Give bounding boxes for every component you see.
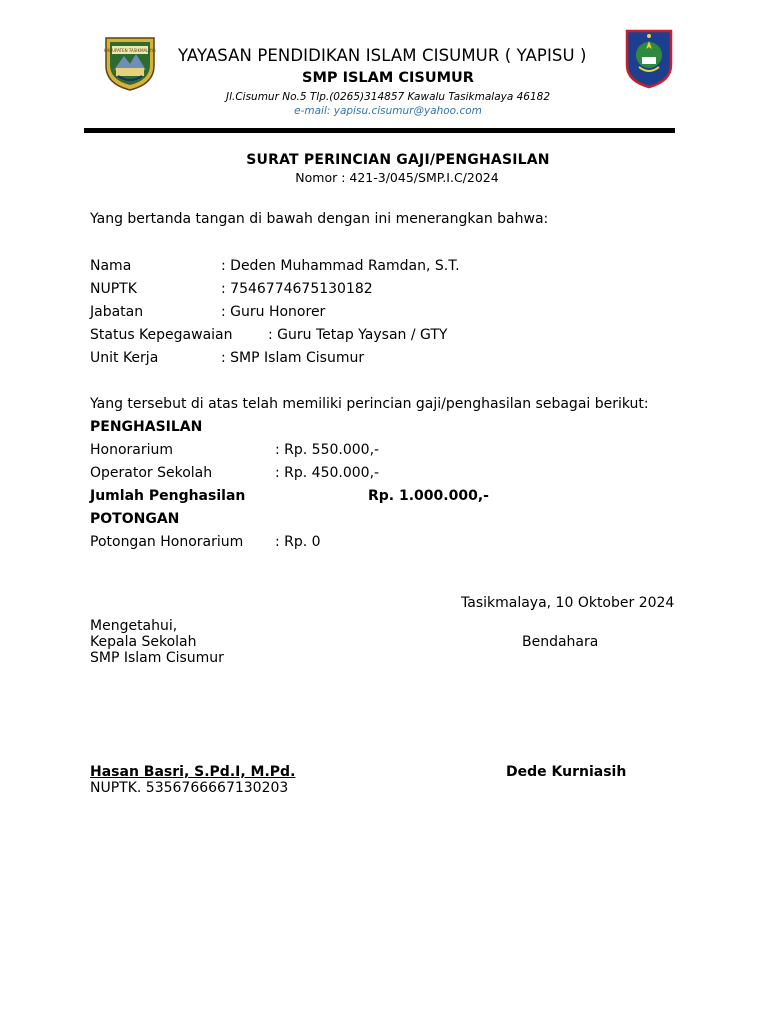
acknowledged-label: Mengetahui,	[90, 618, 178, 634]
income-label-honorarium: Honorarium	[90, 442, 174, 458]
identity-label-nuptk: NUPTK	[90, 281, 137, 297]
income-total-label: Jumlah Penghasilan	[90, 488, 246, 504]
treasurer-title: Bendahara	[522, 634, 599, 650]
income-label-operator: Operator Sekolah	[90, 465, 213, 481]
treasurer-name: Dede Kurniasih	[506, 764, 627, 780]
identity-value-nuptk: : 7546774675130182	[221, 281, 373, 297]
principal-unit: SMP Islam Cisumur	[90, 650, 224, 666]
deduction-label-honorarium: Potongan Honorarium	[90, 534, 244, 550]
identity-value-status: : Guru Tetap Yaysan / GTY	[268, 327, 448, 343]
identity-value-unit: : SMP Islam Cisumur	[221, 350, 365, 366]
letter-title: SURAT PERINCIAN GAJI/PENGHASILAN	[246, 152, 550, 168]
identity-value-name: : Deden Muhammad Ramdan, S.T.	[221, 258, 460, 274]
identity-value-position: : Guru Honorer	[221, 304, 326, 320]
place-date: Tasikmalaya, 10 Oktober 2024	[461, 595, 675, 611]
identity-label-position: Jabatan	[90, 304, 144, 320]
deductions-heading: POTONGAN	[90, 511, 180, 527]
principal-name: Hasan Basri, S.Pd.I, M.Pd.	[90, 764, 296, 780]
income-total-value: Rp. 1.000.000,-	[368, 488, 489, 504]
letter-intro: Yang bertanda tangan di bawah dengan ini menerangkan bahwa:	[90, 211, 549, 227]
school-address: Jl.Cisumur No.5 Tlp.(0265)314857 Kawalu Tasikmalaya 46182	[225, 91, 551, 103]
income-heading: PENGHASILAN	[90, 419, 203, 435]
deduction-value-honorarium: : Rp. 0	[275, 534, 321, 550]
details-intro: Yang tersebut di atas telah memiliki perincian gaji/penghasilan sebagai berikut:	[90, 396, 649, 412]
income-value-operator: : Rp. 450.000,-	[275, 465, 380, 481]
organization-name: YAYASAN PENDIDIKAN ISLAM CISUMUR ( YAPISU )	[178, 46, 587, 65]
identity-label-name: Nama	[90, 258, 132, 274]
principal-nuptk: NUPTK. 5356766667130203	[90, 780, 289, 796]
identity-label-status: Status Kepegawaian	[90, 327, 233, 343]
letter-number: Nomor : 421-3/045/SMP.I.C/2024	[295, 170, 499, 185]
principal-title: Kepala Sekolah	[90, 634, 197, 650]
header-divider	[84, 128, 675, 133]
identity-label-unit: Unit Kerja	[90, 350, 159, 366]
school-name: SMP ISLAM CISUMUR	[302, 70, 474, 86]
school-email: e-mail: yapisu.cisumur@yahoo.com	[294, 105, 482, 117]
income-value-honorarium: : Rp. 550.000,-	[275, 442, 380, 458]
left-logo-text: KABUPATEN TASIKMALAYA	[104, 48, 156, 53]
